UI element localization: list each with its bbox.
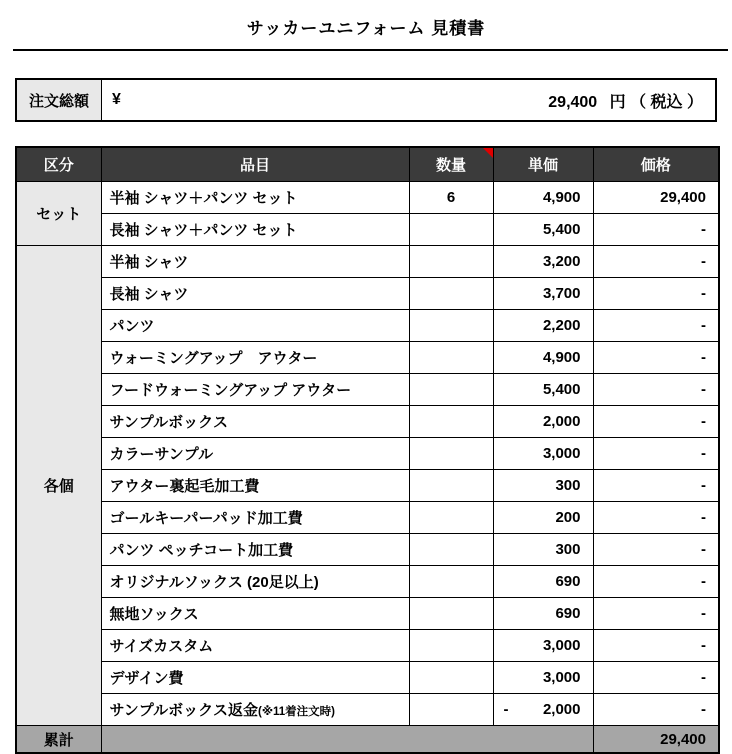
qty-cell[interactable] — [409, 438, 493, 470]
item-cell[interactable]: アウター裏起毛加工費 — [101, 470, 409, 502]
qty-cell[interactable] — [409, 502, 493, 534]
table-row — [16, 310, 719, 342]
item-cell[interactable]: オリジナルソックス (20足以上) — [101, 566, 409, 598]
unit-price-cell[interactable]: 5,400 — [493, 214, 593, 246]
table-row — [16, 534, 719, 566]
price-cell[interactable]: - — [593, 374, 719, 406]
order-total-suffix: 円 （ 税込 ） — [609, 93, 703, 111]
item-cell[interactable]: 長袖 シャツ＋パンツ セット — [101, 214, 409, 246]
qty-cell[interactable] — [409, 214, 493, 246]
negative-value: 2,000 — [542, 701, 581, 718]
price-cell[interactable]: - — [593, 438, 719, 470]
unit-price-cell[interactable]: 2,000 — [493, 406, 593, 438]
price-cell[interactable]: - — [593, 662, 719, 694]
table-row — [16, 342, 719, 374]
total-row — [16, 726, 719, 754]
table-row — [16, 246, 719, 278]
item-cell[interactable]: ウォーミングアップ アウター — [101, 342, 409, 374]
price-cell[interactable]: - — [593, 278, 719, 310]
table-row — [16, 406, 719, 438]
table-row — [16, 694, 719, 726]
table-row — [16, 630, 719, 662]
table-row — [16, 374, 719, 406]
table-row — [16, 182, 719, 214]
unit-price-cell[interactable]: 4,900 — [493, 182, 593, 214]
qty-cell[interactable] — [409, 566, 493, 598]
item-note: (※11着注文時) — [258, 706, 336, 718]
qty-cell[interactable] — [409, 374, 493, 406]
unit-price-cell[interactable]: 3,000 — [493, 438, 593, 470]
price-cell[interactable]: - — [593, 502, 719, 534]
item-cell[interactable]: 無地ソックス — [101, 598, 409, 630]
qty-cell[interactable] — [409, 278, 493, 310]
table-row — [16, 438, 719, 470]
comment-marker-icon[interactable] — [483, 148, 493, 158]
unit-price-cell[interactable]: 5,400 — [493, 374, 593, 406]
unit-price-cell[interactable]: 4,900 — [493, 342, 593, 374]
table-row — [16, 566, 719, 598]
total-label[interactable]: 累計 — [16, 726, 101, 754]
price-cell[interactable]: - — [593, 534, 719, 566]
price-cell[interactable]: - — [593, 566, 719, 598]
order-total-label[interactable]: 注文総額 — [17, 80, 102, 120]
qty-cell[interactable] — [409, 342, 493, 374]
title-divider — [13, 49, 728, 51]
header-unit-price[interactable]: 単価 — [493, 147, 593, 182]
item-cell[interactable]: 半袖 シャツ＋パンツ セット — [101, 182, 409, 214]
page-title: サッカーユニフォーム 見積書 — [246, 19, 486, 38]
negative-amount — [494, 694, 593, 725]
header-item[interactable]: 品目 — [101, 147, 409, 182]
header-category[interactable]: 区分 — [16, 147, 101, 182]
price-cell[interactable]: - — [593, 406, 719, 438]
item-cell[interactable] — [101, 694, 409, 726]
item-label: サンプルボックス返金 — [109, 702, 259, 719]
item-cell[interactable]: パンツ — [101, 310, 409, 342]
item-cell[interactable]: 長袖 シャツ — [101, 278, 409, 310]
price-cell[interactable]: - — [593, 470, 719, 502]
quote-table — [15, 146, 720, 754]
price-cell[interactable]: - — [593, 694, 719, 726]
unit-price-cell[interactable] — [493, 694, 593, 726]
qty-cell[interactable] — [409, 630, 493, 662]
table-row — [16, 598, 719, 630]
table-row — [16, 278, 719, 310]
qty-cell[interactable] — [409, 470, 493, 502]
order-total-amount-group — [540, 89, 703, 112]
table-row — [16, 502, 719, 534]
total-spacer-cell[interactable] — [101, 726, 593, 754]
table-row — [16, 470, 719, 502]
minus-sign: - — [503, 701, 509, 718]
price-cell[interactable]: - — [593, 310, 719, 342]
header-row — [16, 147, 719, 182]
unit-price-cell[interactable]: 3,000 — [493, 662, 593, 694]
unit-price-cell[interactable]: 690 — [493, 598, 593, 630]
price-cell[interactable]: 29,400 — [593, 182, 719, 214]
item-cell[interactable]: ゴールキーパーパッド加工費 — [101, 502, 409, 534]
item-cell[interactable]: フードウォーミングアップ アウター — [101, 374, 409, 406]
qty-cell[interactable] — [409, 694, 493, 726]
unit-price-cell[interactable]: 200 — [493, 502, 593, 534]
unit-price-cell[interactable]: 300 — [493, 534, 593, 566]
item-cell[interactable]: サンプルボックス — [101, 406, 409, 438]
qty-cell[interactable] — [409, 534, 493, 566]
item-cell[interactable]: カラーサンプル — [101, 438, 409, 470]
order-total-amount: 29,400 — [548, 93, 598, 111]
unit-price-cell[interactable]: 690 — [493, 566, 593, 598]
price-cell[interactable]: - — [593, 630, 719, 662]
unit-price-cell[interactable]: 300 — [493, 470, 593, 502]
qty-cell[interactable] — [409, 406, 493, 438]
unit-price-cell[interactable]: 3,000 — [493, 630, 593, 662]
price-cell[interactable]: - — [593, 214, 719, 246]
header-qty-label: 数量 — [435, 157, 466, 174]
table-row — [16, 662, 719, 694]
item-cell[interactable]: 半袖 シャツ — [101, 246, 409, 278]
qty-cell[interactable] — [409, 246, 493, 278]
table-row — [16, 214, 719, 246]
unit-price-cell[interactable]: 2,200 — [493, 310, 593, 342]
currency-symbol: ¥ — [112, 91, 121, 108]
header-qty[interactable] — [409, 147, 493, 182]
unit-price-cell[interactable]: 3,200 — [493, 246, 593, 278]
item-cell[interactable]: サイズカスタム — [101, 630, 409, 662]
price-cell[interactable]: - — [593, 246, 719, 278]
item-cell[interactable]: パンツ ペッチコート加工費 — [101, 534, 409, 566]
total-amount[interactable]: 29,400 — [593, 726, 719, 754]
qty-cell[interactable] — [409, 598, 493, 630]
unit-price-cell[interactable]: 3,700 — [493, 278, 593, 310]
price-cell[interactable]: - — [593, 342, 719, 374]
group-cell-individual[interactable]: 各個 — [16, 246, 101, 726]
qty-cell[interactable] — [409, 662, 493, 694]
qty-cell[interactable]: 6 — [409, 182, 493, 214]
order-total-box — [15, 78, 717, 122]
order-total-value-cell[interactable] — [102, 80, 715, 120]
group-cell-set[interactable]: セット — [16, 182, 101, 246]
qty-cell[interactable] — [409, 310, 493, 342]
header-price[interactable]: 価格 — [593, 147, 719, 182]
price-cell[interactable]: - — [593, 598, 719, 630]
item-cell[interactable]: デザイン費 — [101, 662, 409, 694]
